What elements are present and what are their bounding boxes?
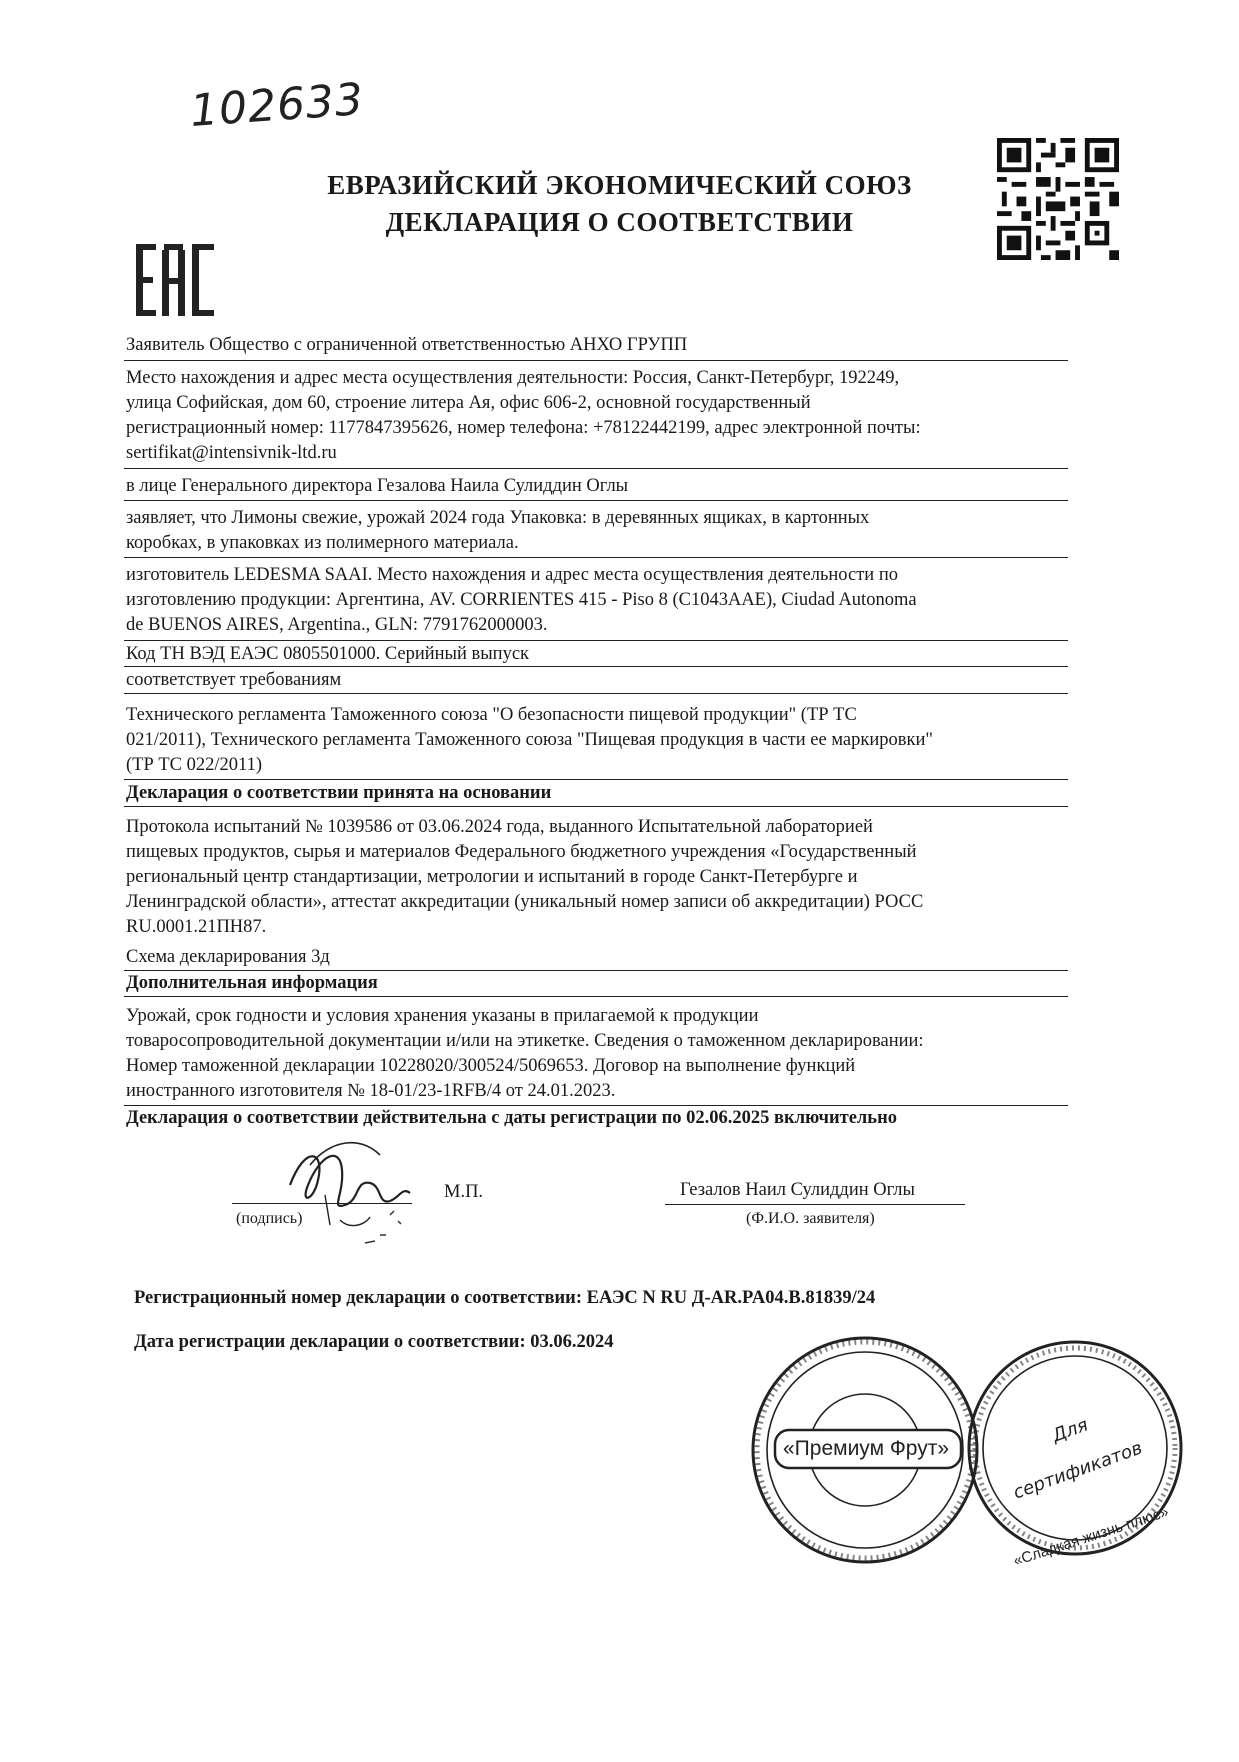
stamp-right-center-1: Для (1049, 1414, 1091, 1447)
hs-code: Код ТН ВЭД ЕАЭС 0805501000. Серийный выпуск (126, 644, 530, 664)
divider (124, 468, 1068, 469)
applicant-signatory-name: Гезалов Наил Сулиддин Оглы (680, 1180, 915, 1200)
divider (124, 557, 1068, 558)
additional-line-4: иностранного изготовителя № 18-01/23-1RFB/4 от 24.01.2023. (126, 1081, 616, 1101)
applicant-line (126, 333, 687, 358)
stamp-place-mark: М.П. (444, 1182, 484, 1202)
basis-label: Декларация о соответствии принята на основании (126, 783, 552, 803)
declares-line-2: коробках, в упаковках из полимерного материала. (126, 533, 519, 553)
declares-line-1: заявляет, что Лимоны свежие, урожай 2024 года Упаковка: в деревянных ящиках, в картонных (126, 508, 870, 528)
declaration-scheme: Схема декларирования 3д (126, 947, 330, 967)
divider (124, 640, 1068, 641)
divider (124, 779, 1068, 780)
regulations-line-2: 021/2011), Технического регламента Таможенного союза "Пищевая продукция в части ее маркировки" (126, 730, 933, 750)
additional-line-3: Номер таможенной декларации 10228020/300524/5069653. Договор на выполнение функций (126, 1056, 856, 1076)
eac-logo (134, 242, 218, 318)
basis-line-3: региональный центр стандартизации, метрологии и испытаний в городе Санкт-Петербурге и (126, 867, 858, 887)
applicant-name: Общество с ограниченной ответственностью АНХО ГРУПП (209, 335, 688, 355)
address-email: sertifikat@intensivnik-ltd.ru (126, 443, 337, 463)
registration-date: Дата регистрации декларации о соответствии: 03.06.2024 (134, 1332, 614, 1352)
regulations-line-3: (ТР ТС 022/2011) (126, 755, 263, 775)
stamp-left-center: «Премиум Фрут» (783, 1437, 950, 1460)
basis-line-1: Протокола испытаний № 1039586 от 03.06.2024 года, выданного Испытательной лабораторией (126, 817, 873, 837)
representative: в лице Генерального директора Гезалова Наила Сулиддин Оглы (126, 476, 629, 496)
manufacturer-line-1: изготовитель LEDESMA SAAI. Место нахождения и адрес места осуществления деятельности по (126, 565, 898, 585)
additional-line-1: Урожай, срок годности и условия хранения указаны в прилагаемой к продукции (126, 1006, 759, 1026)
divider (124, 806, 1068, 807)
additional-line-2: товаросопроводительной документации и/или на этикетке. Сведения о таможенном декларировании: (126, 1031, 924, 1051)
handwritten-number: 102633 (188, 73, 366, 138)
additional-label: Дополнительная информация (126, 973, 378, 993)
name-caption: (Ф.И.О. заявителя) (746, 1210, 875, 1227)
divider (124, 996, 1068, 997)
registration-number: Регистрационный номер декларации о соответствии: ЕАЭС N RU Д-AR.PA04.B.81839/24 (134, 1288, 876, 1308)
regulations-line-1: Технического регламента Таможенного союза "О безопасности пищевой продукции" (ТР ТС (126, 705, 857, 725)
signature-line (232, 1203, 412, 1204)
document-title-line1: ЕВРАЗИЙСКИЙ ЭКОНОМИЧЕСКИЙ СОЮЗ (327, 170, 912, 200)
divider (124, 360, 1068, 361)
document-title-line2: ДЕКЛАРАЦИЯ О СООТВЕТСТВИИ (385, 207, 854, 237)
basis-line-5: RU.0001.21ПН87. (126, 917, 267, 937)
basis-line-2: пищевых продуктов, сырья и материалов Федерального бюджетного учреждения «Государственный (126, 842, 917, 862)
stamp-right-ring-text: «Сладкая жизнь плюс» (1011, 1503, 1171, 1570)
complies-label: соответствует требованиям (126, 670, 342, 690)
name-line (665, 1204, 965, 1205)
manufacturer-line-3: de BUENOS AIRES, Argentina., GLN: 7791762000003. (126, 615, 548, 635)
address-line-2: улица Софийская, дом 60, строение литера Ая, офис 606-2, основной государственный (126, 393, 811, 413)
divider (124, 666, 1068, 667)
signature-caption: (подпись) (236, 1210, 303, 1227)
applicant-label: Заявитель (126, 335, 205, 355)
divider (124, 500, 1068, 501)
divider (124, 693, 1068, 694)
basis-line-4: Ленинградской области», аттестат аккредитации (уникальный номер записи об аккредитации) РОСС (126, 892, 924, 912)
address-line-3: регистрационный номер: 1177847395626, номер телефона: +78122442199, адрес электронной почты: (126, 418, 921, 438)
validity-statement: Декларация о соответствии действительна с даты регистрации по 02.06.2025 включительно (126, 1108, 897, 1128)
stamp-right-center-2: сертификатов (1010, 1437, 1146, 1504)
manufacturer-line-2: изготовлению продукции: Аргентина, AV. CORRIENTES 415 - Piso 8 (C1043AAE), Ciudad Autonoma (126, 590, 917, 610)
handwritten-signature (270, 1125, 440, 1250)
address-line-1: Место нахождения и адрес места осуществления деятельности: Россия, Санкт-Петербург, 192249, (126, 368, 900, 388)
